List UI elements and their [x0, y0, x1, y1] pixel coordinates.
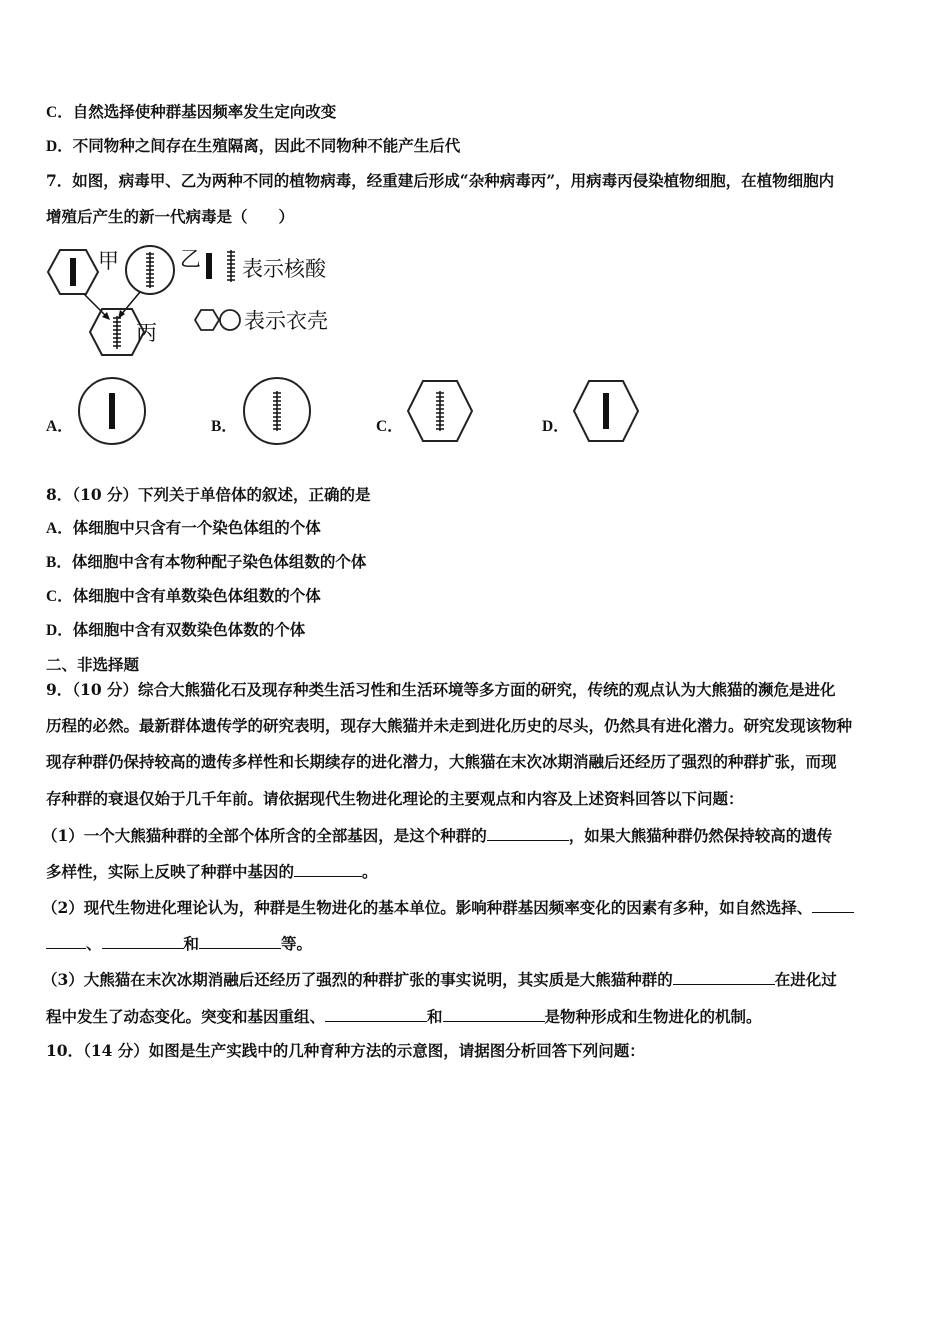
- text: 是物种形成和生物进化的机制。: [544, 1007, 762, 1026]
- text: 程中发生了动态变化。突变和基因重组、: [46, 1007, 326, 1026]
- q9-part1-line1: [42, 825, 832, 846]
- q8-stem: 8．（10 分）下列关于单倍体的叙述，正确的是: [46, 485, 371, 504]
- label-jia: 甲: [98, 249, 119, 273]
- q7-option-a-label: A．: [46, 418, 73, 435]
- text: 和: [427, 1007, 443, 1026]
- answer-blank[interactable]: [102, 933, 184, 949]
- q7-option-a-figure: [76, 375, 148, 447]
- q9-line4: 存种群的衰退仅始于几千年前。请依据现代生物进化理论的主要观点和内容及上述资料回答以下问题：: [46, 789, 744, 808]
- option-text: 体细胞中含有本物种配子染色体组数的个体: [71, 552, 367, 571]
- q7-option-c-label: C．: [376, 418, 403, 435]
- q9-part1-line2: [46, 861, 378, 882]
- answer-blank[interactable]: [812, 897, 854, 913]
- option-text: 自然选择使种群基因频率发生定向改变: [72, 102, 337, 121]
- option-text: 体细胞中含有双数染色体数的个体: [72, 620, 306, 639]
- option-text: 不同物种之间存在生殖隔离，因此不同物种不能产生后代: [72, 136, 461, 155]
- q10-stem: 10．（14 分）如图是生产实践中的几种育种方法的示意图，请据图分析回答下列问题：: [46, 1041, 645, 1060]
- answer-blank[interactable]: [199, 933, 281, 949]
- text: 、: [86, 934, 102, 953]
- q8-option-a: [46, 518, 321, 539]
- q9-line3: 现存种群仍保持较高的遗传多样性和长期续存的进化潜力，大熊猫在末次冰期消融后还经历了强烈的种群扩张，而现: [46, 752, 837, 771]
- q9-part3-line2: [46, 1006, 762, 1027]
- q7-option-b-label: B．: [211, 418, 237, 435]
- virus-reconstruction-diagram: [40, 238, 360, 363]
- q9-part2-line2: [46, 933, 312, 954]
- option-label: A．: [46, 520, 73, 537]
- text: ，如果大熊猫种群仍然保持较高的遗传: [568, 826, 833, 845]
- q6-option-c: [46, 102, 336, 123]
- option-label: D．: [46, 138, 73, 155]
- text: （2）现代生物进化理论认为，种群是生物进化的基本单位。影响种群基因频率变化的因素有多种，如自然选择、: [42, 898, 813, 917]
- q7-option-d-label: D．: [542, 418, 569, 435]
- q9-part2-line1: [42, 897, 854, 918]
- option-label: C．: [46, 588, 73, 605]
- q7-option-b-figure: [241, 375, 313, 447]
- q6-option-d: [46, 136, 460, 157]
- answer-blank[interactable]: [673, 969, 775, 985]
- text: 多样性，实际上反映了种群中基因的: [46, 862, 295, 881]
- option-label: D．: [46, 622, 73, 639]
- text: （1）一个大熊猫种群的全部个体所含的全部基因，是这个种群的: [42, 826, 487, 845]
- q9-line1: 9．（10 分）综合大熊猫化石及现存种类生活习性和生活环境等多方面的研究，传统的观点认为大熊猫的濒危是进化: [46, 680, 836, 699]
- q8-option-d: [46, 620, 305, 641]
- text: 等。: [281, 934, 313, 953]
- q8-option-c: [46, 586, 321, 607]
- answer-blank[interactable]: [443, 1006, 545, 1022]
- label-yi: 乙: [180, 247, 201, 271]
- legend-nucleic-text: 表示核酸: [242, 257, 326, 281]
- text: 。: [362, 862, 378, 881]
- q7-stem-line2: 增殖后产生的新一代病毒是（ ）: [46, 207, 295, 226]
- option-label: B．: [46, 554, 72, 571]
- label-bing: 丙: [136, 321, 157, 345]
- text: 在进化过: [774, 970, 837, 989]
- legend-coat-text: 表示衣壳: [244, 309, 328, 333]
- text: （3）大熊猫在末次冰期消融后还经历了强烈的种群扩张的事实说明，其实质是大熊猫种群的: [42, 970, 673, 989]
- q8-option-b: [46, 552, 366, 573]
- option-text: 体细胞中只含有一个染色体组的个体: [72, 518, 321, 537]
- option-label: C．: [46, 104, 73, 121]
- virus-jia-nucleic: [70, 258, 76, 286]
- q9-line2: 历程的必然。最新群体遗传学的研究表明，现存大熊猫并未走到进化历史的尽头，仍然具有进化潜力。研究发现该物种: [46, 716, 853, 735]
- legend-coat-circle: [220, 310, 240, 330]
- option-text: 体细胞中含有单数染色体组数的个体: [72, 586, 321, 605]
- section-title: 二、非选择题: [46, 655, 140, 674]
- text: 和: [183, 934, 200, 953]
- answer-blank[interactable]: [294, 861, 362, 877]
- q7-stem-line1: 7．如图，病毒甲、乙为两种不同的植物病毒，经重建后形成“杂种病毒丙”，用病毒丙侵染植物细胞，在植物细胞内: [46, 171, 835, 190]
- answer-blank[interactable]: [46, 933, 86, 949]
- q7-option-d-figure: [570, 377, 642, 445]
- q9-part3-line1: [42, 969, 837, 990]
- legend-nucleic-solid: [206, 253, 212, 279]
- answer-blank[interactable]: [487, 825, 569, 841]
- answer-blank[interactable]: [325, 1006, 427, 1022]
- q7-option-c-figure: [404, 377, 476, 445]
- legend-coat-hexagon: [195, 310, 219, 330]
